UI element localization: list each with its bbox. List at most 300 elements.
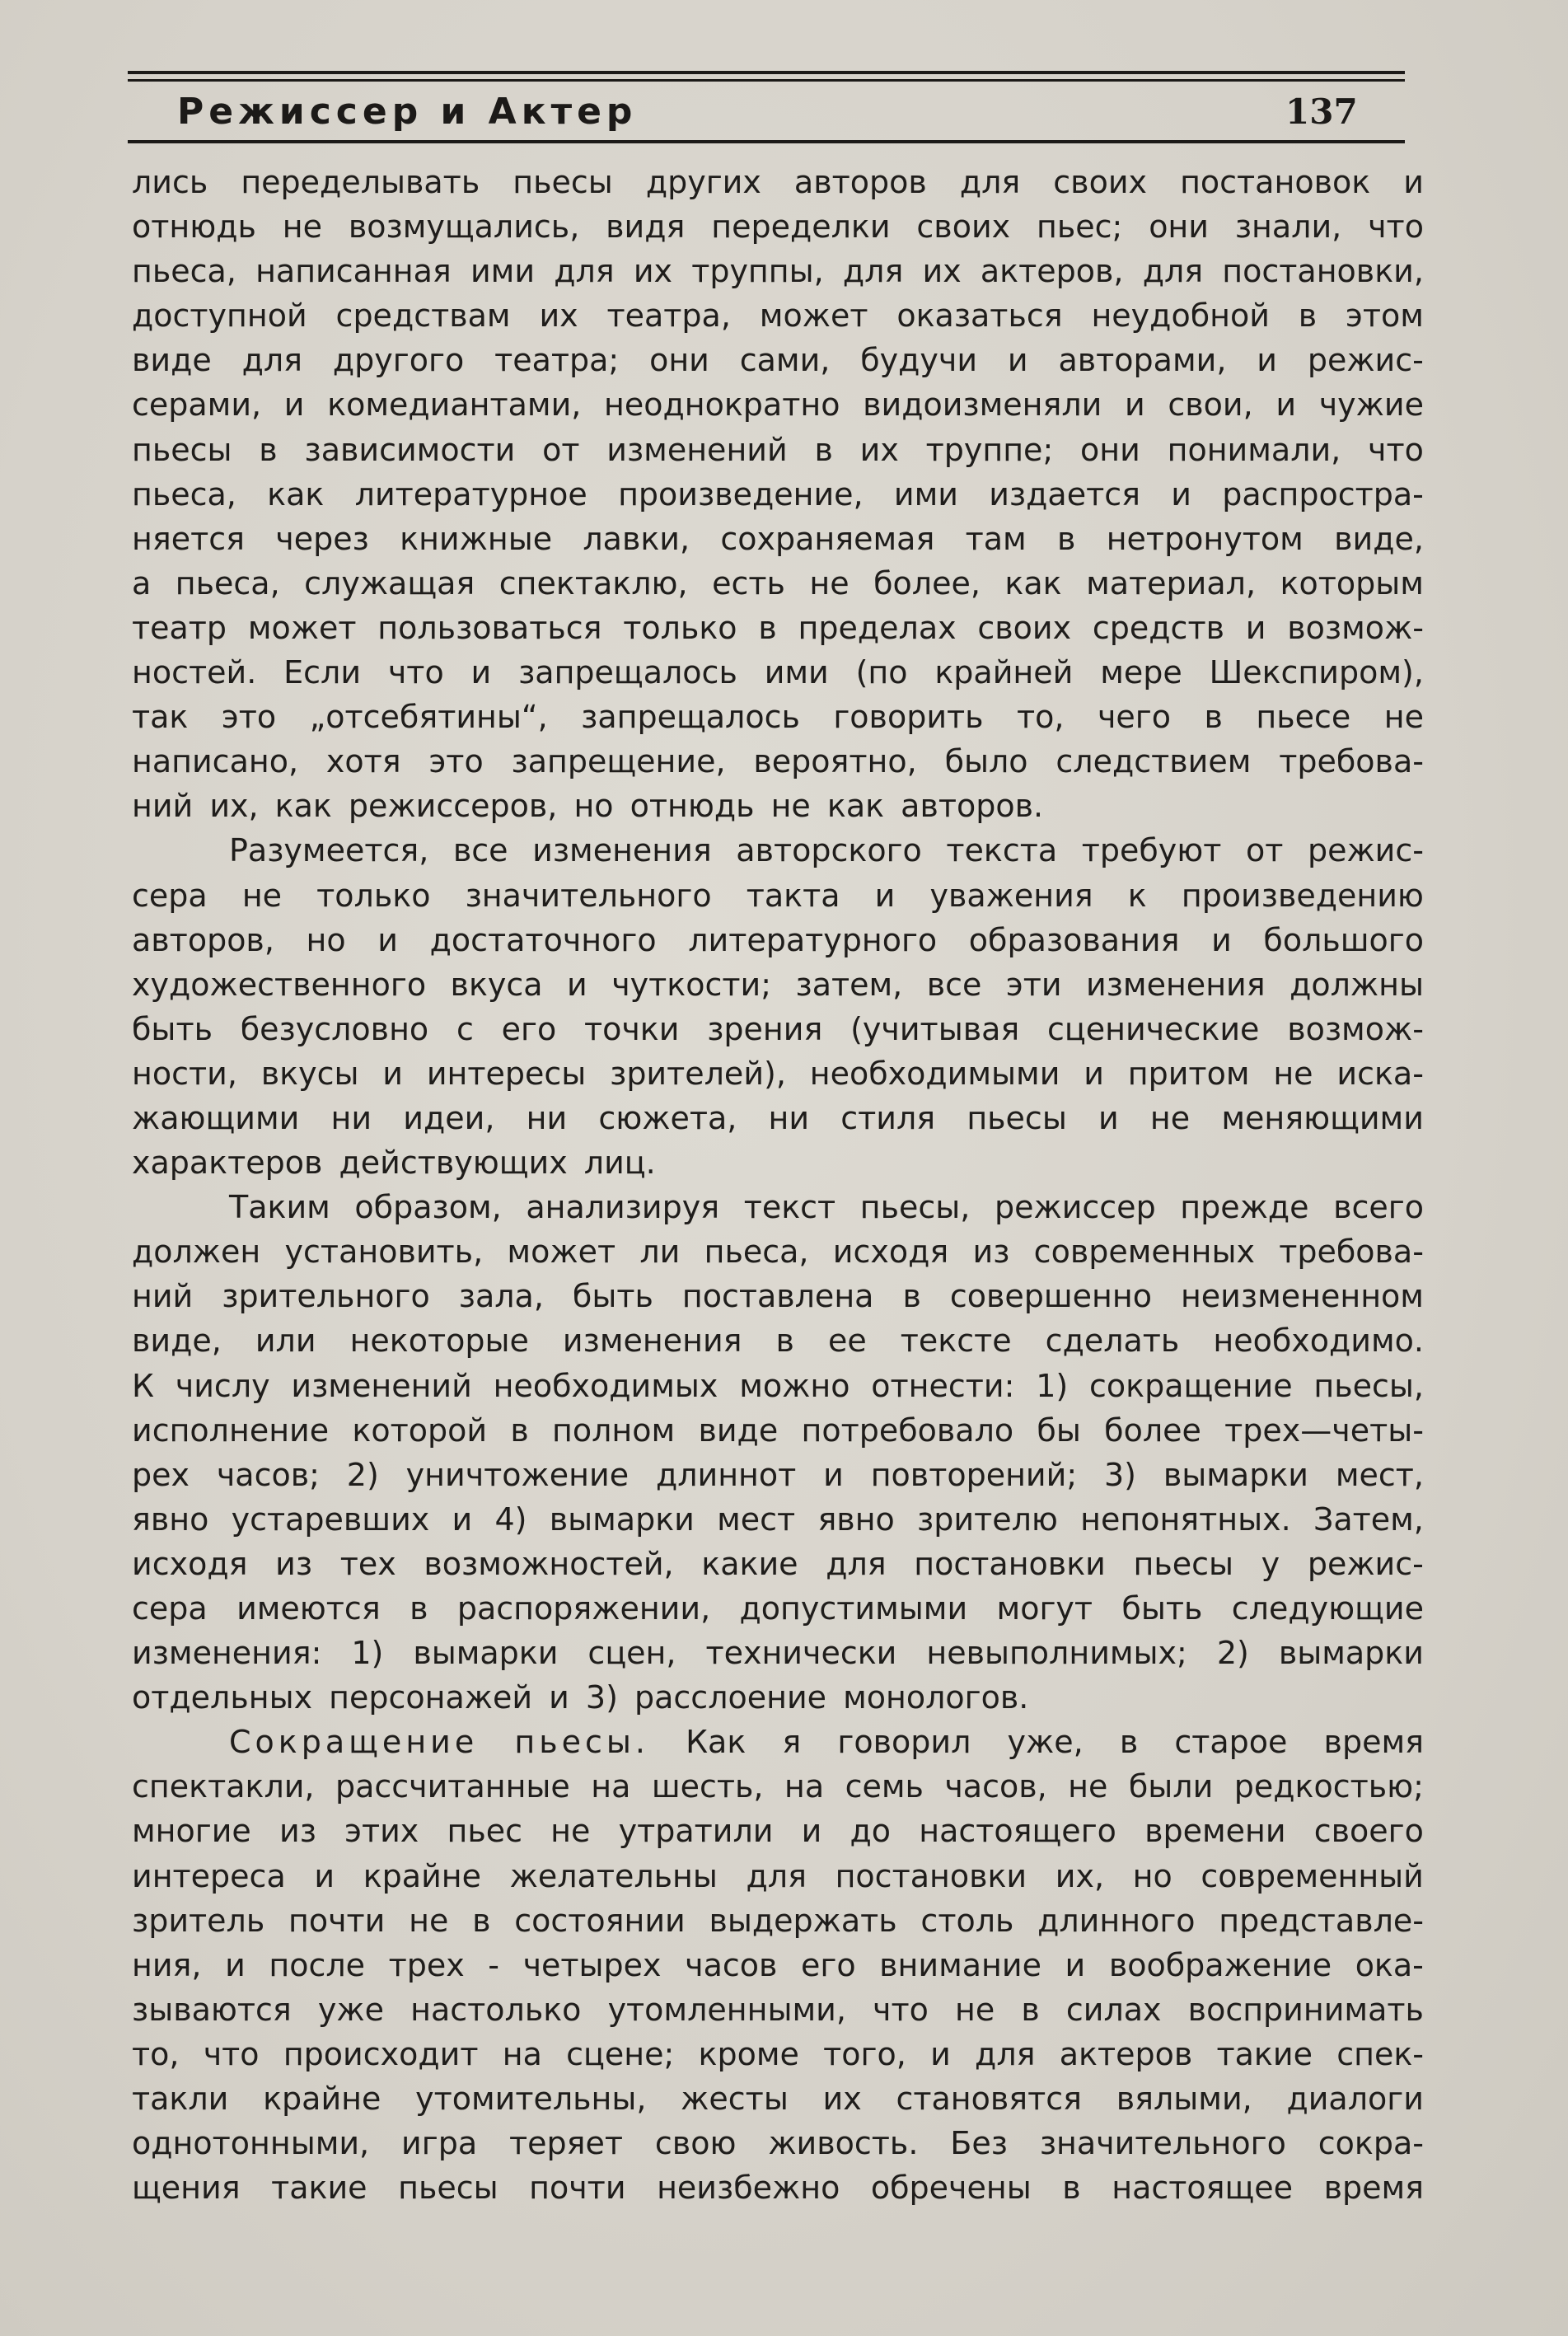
word: лавки, (583, 520, 690, 557)
word: стиля (840, 1099, 936, 1136)
word: сделать (1045, 1322, 1180, 1360)
word: или (255, 1322, 316, 1360)
word: своих (1053, 164, 1148, 200)
word: утратили (618, 1813, 774, 1850)
word: чужие (1318, 386, 1424, 424)
word: их (539, 297, 578, 335)
word: труппе; (925, 431, 1054, 468)
text-line (132, 1764, 1424, 1809)
word: многие (132, 1813, 251, 1850)
word: виде, (1334, 520, 1424, 557)
text-line (132, 1943, 1424, 1987)
word: всего (1333, 1189, 1424, 1226)
text-line (132, 160, 1424, 204)
word: вкусы (260, 1055, 359, 1092)
word: бы (1037, 1411, 1081, 1449)
word: средствам (335, 297, 511, 335)
word: и (1171, 475, 1191, 513)
word: литературное (354, 475, 587, 513)
word: такие (271, 2170, 367, 2207)
word: своих (977, 609, 1072, 646)
word: в (814, 431, 833, 468)
word: своего (1313, 1813, 1424, 1850)
word: идеи, (403, 1099, 495, 1136)
word: мест (717, 1500, 796, 1538)
word: время (1323, 1724, 1424, 1761)
text-line (132, 204, 1424, 249)
word: актеров (1059, 2035, 1193, 2072)
word: в (510, 1411, 529, 1449)
word: своих (916, 208, 1011, 246)
word: авторов (793, 164, 927, 200)
word: это (428, 743, 484, 780)
word: пьесы (513, 164, 613, 200)
word: ний (132, 1278, 194, 1315)
word: необходимо. (1213, 1322, 1424, 1360)
word: спек- (1336, 2035, 1424, 2072)
text-line (132, 517, 1424, 561)
word: крайне (363, 1857, 481, 1894)
word: становятся (896, 2081, 1083, 2118)
word: из (275, 1545, 313, 1582)
word: ими (764, 654, 829, 691)
word: этих (344, 1813, 419, 1850)
section-heading-word: Сокращение (229, 1724, 479, 1761)
word: ее (827, 1322, 867, 1360)
word: должны (1290, 966, 1424, 1003)
word: уважения (929, 877, 1093, 914)
word: иска- (1336, 1055, 1424, 1092)
word: безусловно (240, 1010, 429, 1047)
word: не (1273, 1055, 1313, 1092)
word: крайней (934, 654, 1074, 691)
word: утомленными, (607, 1991, 846, 2028)
word: не (409, 1902, 449, 1939)
word: их (822, 2081, 862, 2118)
page-number: 137 (1285, 91, 1358, 132)
word: часов; (216, 1456, 320, 1493)
word: и (823, 1456, 844, 1493)
text-line (132, 695, 1424, 739)
word: комедиантами, (327, 386, 582, 424)
word: почти (529, 2170, 626, 2207)
word: 1) (351, 1635, 384, 1672)
word: и (930, 2035, 951, 2072)
word: отнести: (871, 1367, 1015, 1404)
text-line (132, 1898, 1424, 1943)
word: от (542, 431, 580, 468)
word: только (623, 609, 737, 646)
word: видя (606, 208, 686, 246)
word: ния, (132, 1946, 202, 1983)
word: в (1298, 297, 1318, 335)
word: возможностей, (424, 1545, 674, 1582)
word: и (1098, 1099, 1119, 1136)
word: представле- (1219, 1902, 1424, 1939)
word: изменений (606, 431, 788, 468)
word: для (842, 253, 904, 290)
word: их (922, 253, 962, 290)
word: виде (132, 342, 212, 379)
word: неизбежно (657, 2170, 840, 2207)
word: требова- (1279, 1234, 1424, 1271)
word: исполнение (132, 1411, 330, 1449)
word: анализируя (526, 1189, 720, 1226)
word: литературного (688, 921, 938, 958)
header-rule-bottom (128, 140, 1405, 143)
word: щения (132, 2170, 241, 2207)
word: пьес (447, 1813, 522, 1850)
word: видоизменяли (863, 386, 1102, 424)
word: от (1245, 832, 1284, 869)
word: изменения (562, 1322, 742, 1360)
word: режис- (1307, 1545, 1424, 1582)
word: семь (845, 1768, 924, 1805)
text-line (132, 1318, 1424, 1363)
word: настоящего (919, 1813, 1116, 1850)
word: уничтожение (405, 1456, 630, 1493)
text-line (132, 828, 1424, 873)
word: его (501, 1010, 557, 1047)
word: невыполнимых; (926, 1635, 1187, 1672)
word: и (377, 921, 398, 958)
word: не (1068, 1768, 1108, 1805)
word: желательны (509, 1857, 718, 1894)
word: интереса (132, 1857, 286, 1894)
word: что (873, 1991, 929, 2028)
word: в (1062, 2170, 1081, 2207)
word: но (306, 921, 346, 958)
text-line (132, 1720, 1424, 1764)
word: может (759, 297, 868, 335)
word: ими (470, 253, 536, 290)
word: Шекспиром), (1209, 654, 1424, 691)
text-line (132, 1096, 1424, 1140)
word: вялыми, (1116, 2081, 1252, 2118)
text-line (132, 873, 1424, 918)
word: в (775, 1322, 794, 1360)
word: значительного (1039, 2125, 1286, 2162)
word: в (1119, 1724, 1139, 1761)
word: не (1149, 1099, 1191, 1136)
word: авторами, (1058, 342, 1227, 379)
word: внимание (879, 1946, 1041, 1983)
word: необходимых (493, 1367, 718, 1404)
word: в (1204, 699, 1223, 736)
word: сами, (739, 342, 831, 379)
word: для (241, 342, 303, 379)
word: настолько (410, 1991, 582, 2028)
word: выдержать (709, 1902, 897, 1939)
text-line (132, 249, 1424, 293)
text-line (132, 1987, 1424, 2032)
word: установить, (284, 1234, 484, 1271)
word: неизмененном (1180, 1278, 1424, 1315)
word: авторов, (132, 921, 274, 958)
word: постановки (914, 1545, 1106, 1582)
word: сокращение (1089, 1367, 1293, 1404)
word: пьесы, (859, 1189, 971, 1226)
word: имеются (236, 1590, 381, 1627)
word: к (1127, 877, 1147, 914)
word: - (488, 1946, 499, 1983)
word: написанная (255, 253, 452, 290)
word: повторений; (870, 1456, 1078, 1493)
word: произведение, (618, 475, 864, 513)
text-line (132, 2032, 1424, 2076)
word: они (1149, 208, 1209, 246)
word: ни (330, 1099, 372, 1136)
word: более (1104, 1411, 1201, 1449)
word: театра; (494, 342, 620, 379)
word: были (1128, 1768, 1214, 1805)
word: произведению (1181, 877, 1424, 914)
word: тексте (900, 1322, 1012, 1360)
word: кроме (698, 2035, 799, 2072)
word: крайне (263, 2081, 381, 2118)
word: виде (698, 1411, 779, 1449)
word: что (1368, 208, 1424, 246)
word: пьеса, (175, 564, 280, 602)
word: для (1142, 253, 1204, 290)
word: могут (996, 1590, 1093, 1627)
word: и (1007, 342, 1028, 379)
word: запрещение, (511, 743, 726, 780)
word: силах (1065, 1991, 1162, 2028)
word: постановки (835, 1857, 1027, 1894)
word: необходимыми (809, 1055, 1060, 1092)
word: и (470, 654, 492, 691)
word: для (975, 2035, 1036, 2072)
text-line (132, 606, 1424, 650)
word: быть (572, 1278, 653, 1315)
word: знали, (1234, 208, 1342, 246)
word: неоднократно (604, 386, 840, 424)
word: времени (1144, 1813, 1286, 1850)
word: художественного (132, 966, 427, 1003)
text-line (132, 1631, 1424, 1675)
word: 2) (346, 1456, 379, 1493)
word: которой (352, 1411, 488, 1449)
word: К (132, 1367, 154, 1404)
word: переделки (711, 208, 891, 246)
word: вкуса (450, 966, 543, 1003)
word: Разумеется, (229, 832, 429, 869)
word: трех (388, 1946, 465, 1983)
word: интересы (426, 1055, 587, 1092)
word: тех (339, 1545, 396, 1582)
word: ни (526, 1099, 568, 1136)
word: вымарки (1278, 1635, 1424, 1672)
word: пьесы (967, 1099, 1067, 1136)
text-line (132, 472, 1424, 517)
word: точки (583, 1010, 680, 1047)
text-line (132, 382, 1424, 427)
text-line (132, 1364, 1424, 1408)
word: ли (639, 1234, 681, 1271)
text-line (132, 561, 1424, 606)
word: и (1257, 342, 1277, 379)
text-line (132, 428, 1424, 472)
header-rule-top (128, 71, 1405, 74)
word: они (1080, 431, 1140, 468)
word: с (456, 1010, 474, 1047)
word: и (382, 1055, 403, 1092)
word: и (1245, 609, 1266, 646)
word: будучи (860, 342, 978, 379)
word: числу (175, 1367, 270, 1404)
word: до (850, 1813, 892, 1850)
word: в (1057, 520, 1076, 557)
word: столь (920, 1902, 1014, 1939)
word: старое (1174, 1724, 1288, 1761)
word: говорить (833, 699, 984, 736)
word: как (267, 475, 325, 513)
word: прежде (1180, 1189, 1309, 1226)
word: настоящее (1112, 2170, 1294, 2207)
word: служащая (304, 564, 475, 602)
word: (учитывая (850, 1010, 1020, 1047)
word: современных (1033, 1234, 1255, 1271)
word: не (241, 877, 283, 914)
word: так (132, 699, 189, 736)
word: зритель (132, 1902, 265, 1939)
word: какие (701, 1545, 798, 1582)
word: свою (654, 2125, 737, 2162)
word: режис- (1307, 832, 1424, 869)
word: из (972, 1234, 1010, 1271)
word: как (1004, 564, 1062, 602)
word: может (247, 609, 357, 646)
word: в (259, 431, 278, 468)
word: переделывать (241, 164, 480, 200)
word: современный (1201, 1857, 1424, 1894)
text-line (132, 739, 1424, 784)
text-line (132, 1586, 1424, 1631)
word: и (314, 1857, 335, 1894)
word: совершенно (949, 1278, 1152, 1315)
word: то, (132, 2035, 180, 2072)
word: Если (283, 654, 362, 691)
word: такли (132, 2081, 229, 2118)
word: „отсебятины“, (309, 699, 548, 736)
text-line (132, 962, 1424, 1007)
word: зрителей), (610, 1055, 786, 1092)
word: отнюдь (132, 208, 256, 246)
word: все (452, 832, 508, 869)
word: и (1211, 921, 1232, 958)
word: шесть, (651, 1768, 764, 1805)
text-line (132, 1408, 1424, 1453)
word: не (809, 564, 850, 602)
word: почти (288, 1902, 386, 1939)
word: игра (401, 2125, 478, 2162)
word: запрещалось (581, 699, 800, 736)
word: воспринимать (1187, 1991, 1424, 2028)
word: длинного (1037, 1902, 1196, 1939)
word: возмущались, (348, 208, 580, 246)
word: возмож- (1287, 609, 1424, 646)
word: все (926, 966, 982, 1003)
word: сценические (1047, 1010, 1260, 1047)
word: зависимости (304, 431, 516, 468)
word: и (1275, 386, 1297, 424)
word: быть (132, 1010, 213, 1047)
word: (по (855, 654, 908, 691)
word: однотонными, (132, 2125, 370, 2162)
word: меняющими (1221, 1099, 1424, 1136)
word: живость. (768, 2125, 919, 2162)
word: распоряжении, (456, 1590, 711, 1627)
word: вымарки (549, 1500, 695, 1538)
word: не (282, 208, 322, 246)
word: там (965, 520, 1027, 557)
word: театр (132, 609, 227, 646)
word: и (283, 386, 305, 424)
word: Затем, (1313, 1500, 1424, 1538)
word: через (275, 520, 369, 557)
word: следствием (1055, 743, 1252, 780)
word: утомительны, (415, 2081, 647, 2118)
word: не (550, 1813, 591, 1850)
word: исходя (132, 1545, 248, 1582)
word: рассчитанные (335, 1768, 570, 1805)
text-line (132, 1675, 1424, 1720)
word: ими (893, 475, 958, 513)
running-header-title: Режиссер и Актер (177, 91, 638, 133)
word: то, (1017, 699, 1065, 736)
word: режиссер (994, 1189, 1156, 1226)
word: распростра- (1222, 475, 1424, 513)
word: Как (686, 1724, 747, 1761)
word: доступной (132, 297, 307, 335)
word: и (1065, 1946, 1086, 1983)
word: ности, (132, 1055, 237, 1092)
word: часов, (944, 1768, 1047, 1805)
text-line (132, 2076, 1424, 2121)
word: в (410, 1590, 428, 1627)
word: непонятных. (1080, 1500, 1291, 1538)
word: пределах (798, 609, 957, 646)
word: мере (1100, 654, 1182, 691)
word: труппы, (691, 253, 824, 290)
word: пьесы, (1313, 1367, 1424, 1404)
word: образом, (354, 1189, 502, 1226)
word: лись (132, 164, 208, 200)
word: исходя (832, 1234, 949, 1271)
word: должен (132, 1234, 261, 1271)
text-line-content: ний их, как режиссеров, но отнюдь не как авторов. (132, 788, 1044, 825)
word: часов (685, 1946, 778, 1983)
word: зрителю (917, 1500, 1058, 1538)
word: большого (1263, 921, 1424, 958)
word: они (649, 342, 709, 379)
word: а (132, 564, 152, 602)
word: говорил (837, 1724, 971, 1761)
word: в (902, 1278, 921, 1315)
word: на (502, 2035, 542, 2072)
word: сцене; (566, 2035, 675, 2072)
word: для (746, 1857, 807, 1894)
word: можно (739, 1367, 850, 1404)
word: которым (1280, 564, 1424, 602)
word: вымарки (1163, 1456, 1308, 1493)
word: возмож- (1287, 1010, 1424, 1047)
body-text (132, 160, 1424, 2210)
word: сокра- (1318, 2125, 1424, 2162)
word: хотя (325, 743, 401, 780)
word: Таким (229, 1189, 330, 1226)
